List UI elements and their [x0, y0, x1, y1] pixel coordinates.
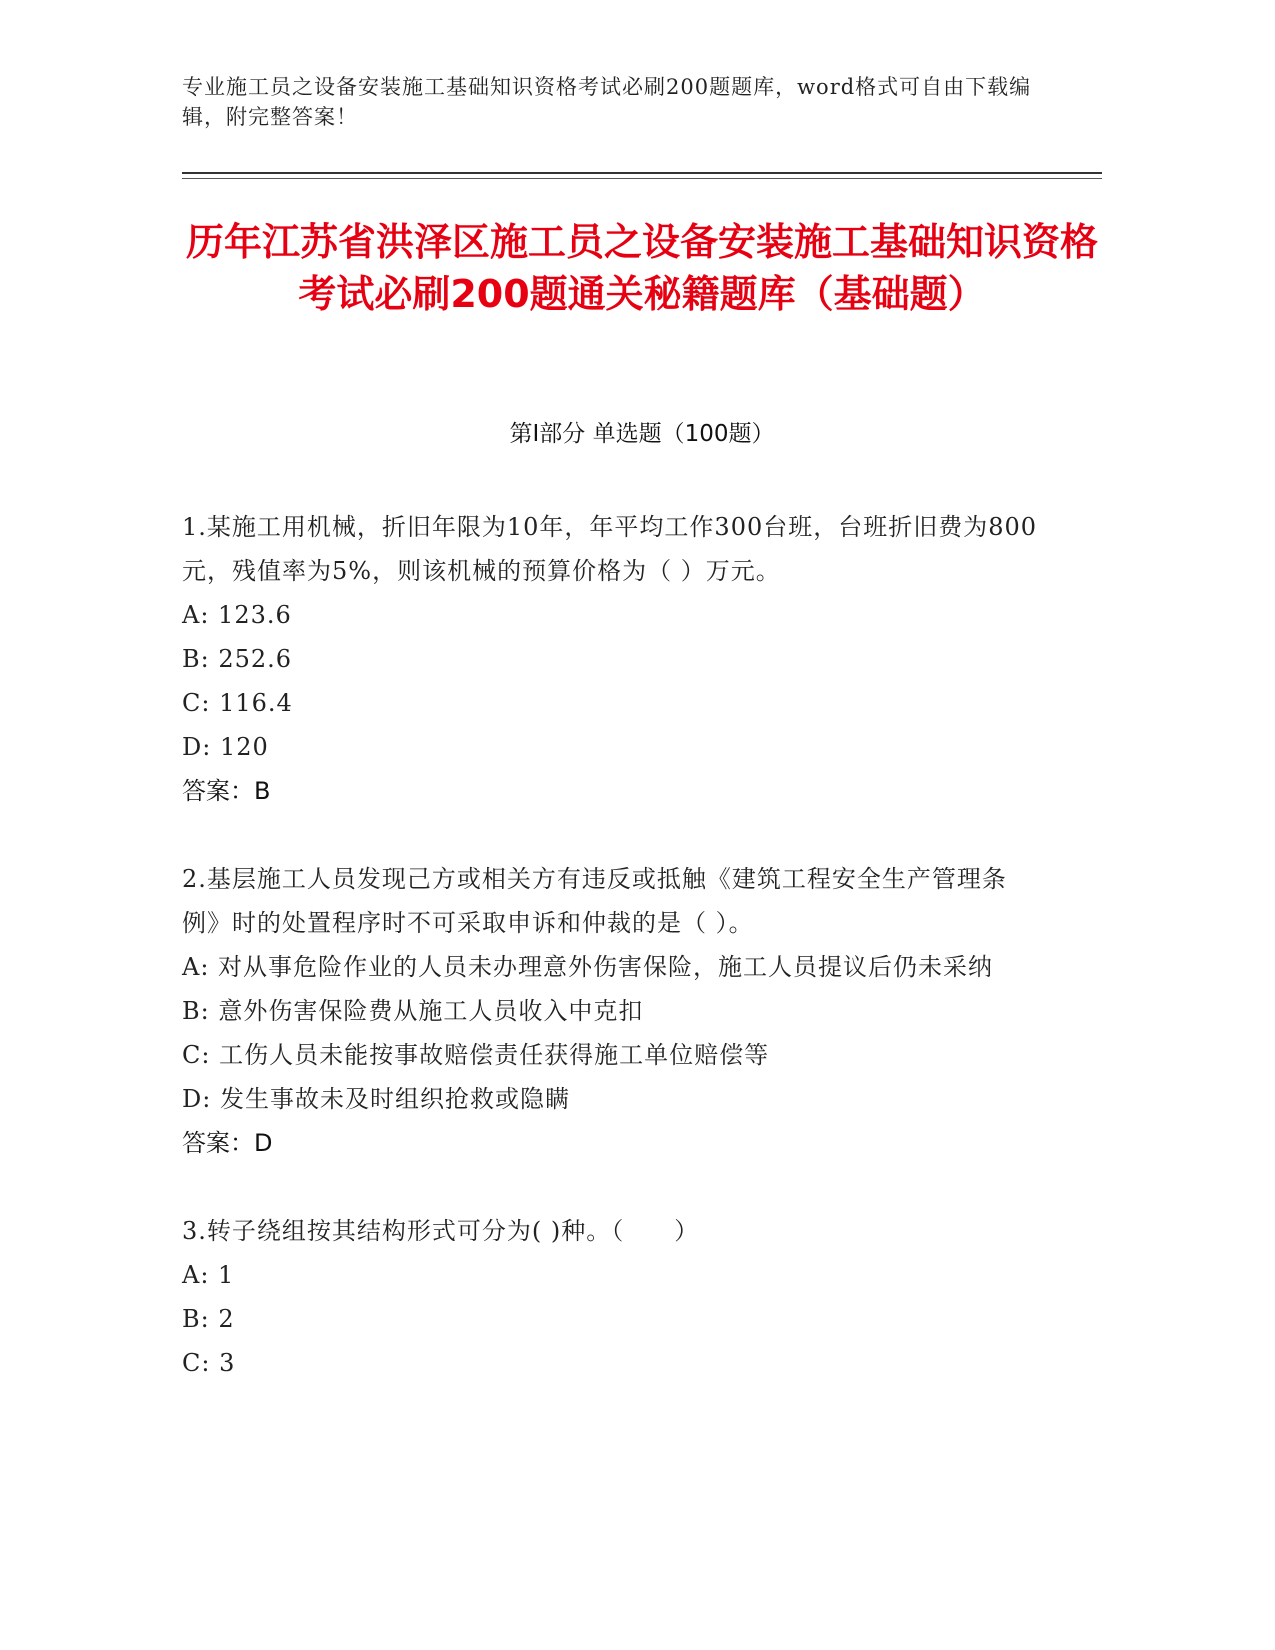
question-3: [182, 1209, 1042, 1385]
question-stem: 3.转子绕组按其结构形式可分为( )种。（ ）: [182, 1217, 700, 1245]
option-a: A: 123.6: [182, 601, 292, 629]
question-1: [182, 505, 1042, 813]
answer-line: 答案：D: [182, 1129, 273, 1157]
question-list: [182, 505, 1042, 1429]
option-d: D: 发生事故未及时组织抢救或隐瞒: [182, 1085, 570, 1113]
option-a: A: 对从事危险作业的人员未办理意外伤害保险，施工人员提议后仍未采纳: [182, 953, 994, 981]
question-stem: 1.某施工用机械，折旧年限为10年，年平均工作300台班，台班折旧费为800元，残值率为5%，则该机械的预算价格为（ ）万元。: [182, 513, 1038, 585]
option-a: A: 1: [182, 1261, 235, 1289]
header-note: 专业施工员之设备安装施工基础知识资格考试必刷200题题库，word格式可自由下载编辑，附完整答案！: [182, 75, 1032, 129]
document-title: 历年江苏省洪泽区施工员之设备安装施工基础知识资格考试必刷200题通关秘籍题库（基础题）: [185, 220, 1098, 316]
question-stem: 2.基层施工人员发现己方或相关方有违反或抵触《建筑工程安全生产管理条例》时的处置程序时不可采取申诉和仲裁的是（ ）。: [182, 865, 1007, 937]
section-title: 第Ⅰ部分 单选题（100题）: [509, 421, 775, 447]
option-c: C: 3: [182, 1349, 236, 1377]
option-c: C: 116.4: [182, 689, 293, 717]
question-2: [182, 857, 1042, 1165]
option-b: B: 意外伤害保险费从施工人员收入中克扣: [182, 997, 644, 1025]
option-d: D: 120: [182, 733, 269, 761]
option-c: C: 工伤人员未能按事故赔偿责任获得施工单位赔偿等: [182, 1041, 770, 1069]
option-b: B: 252.6: [182, 645, 293, 673]
header-divider-thick: [182, 172, 1102, 174]
option-b: B: 2: [182, 1305, 235, 1333]
answer-line: 答案：B: [182, 777, 271, 805]
header-divider-thin: [182, 178, 1102, 179]
